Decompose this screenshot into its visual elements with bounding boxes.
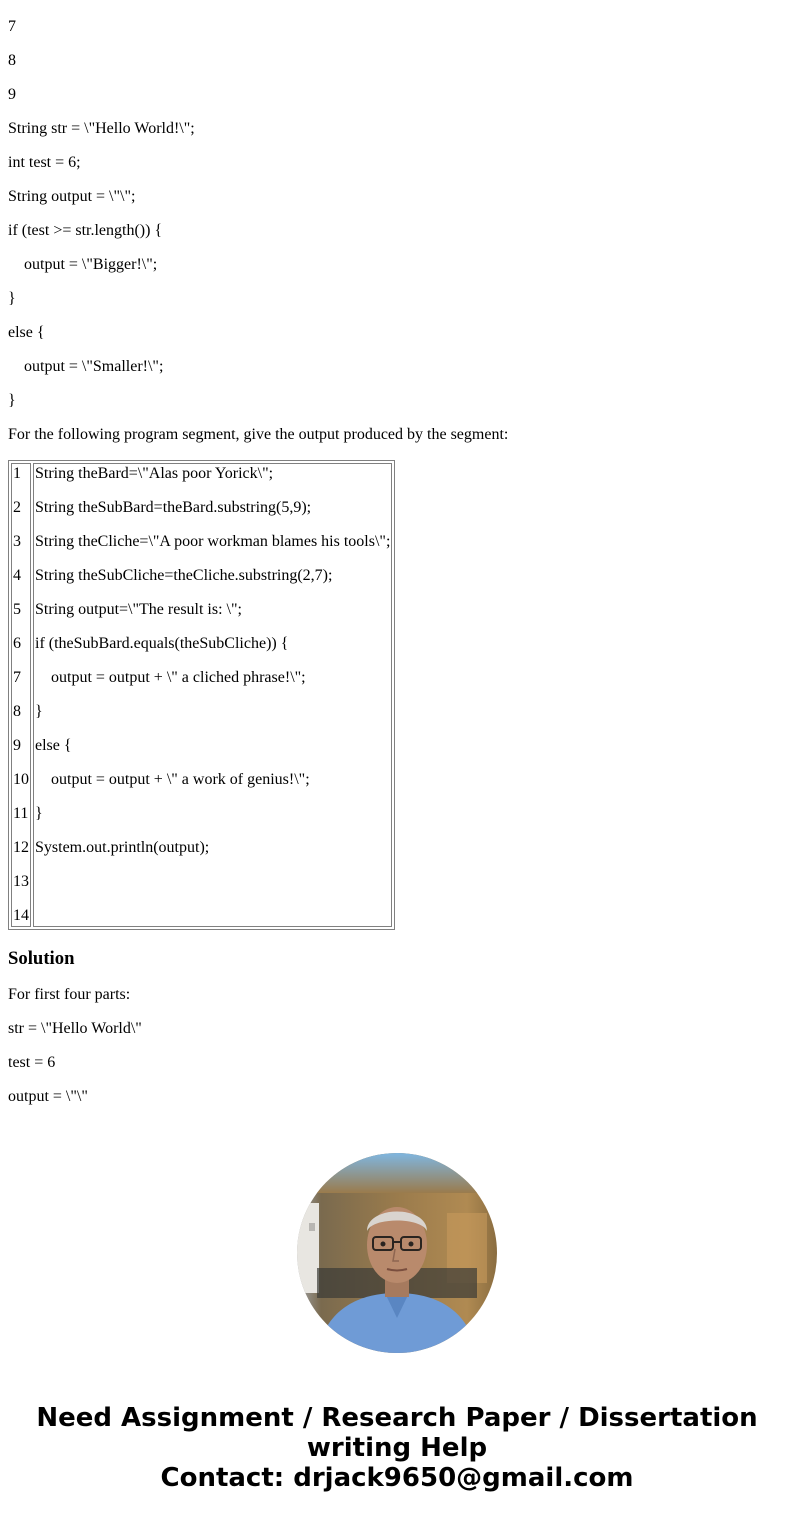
segment-table [8,460,395,930]
line-number: 10 [13,771,29,788]
segment-code-line: } [35,703,43,720]
segment-code-line: String output=\"The result is: \"; [35,601,242,618]
line-number: 6 [13,635,21,652]
code-block [8,120,788,410]
code-line: output = \"Smaller!\"; [8,358,164,375]
code-line: output = \"Bigger!\"; [8,256,158,273]
person-photo-icon [297,1153,497,1353]
code-line: String str = \"Hello World!\"; [8,120,195,137]
code-line: else { [8,324,45,341]
code-line: } [8,290,16,307]
question-text: For the following program segment, give the output produced by the segment: [8,426,509,443]
intro-line: 9 [8,86,16,103]
cta-line-2: writing Help [306,1433,488,1463]
segment-code-line: if (theSubBard.equals(theSubCliche)) { [35,635,289,652]
solution-heading: Solution [8,948,75,969]
line-number: 3 [13,533,21,550]
line-number: 7 [13,669,21,686]
segment-code-line: String theSubCliche=theCliche.substring(2,7); [35,567,333,584]
segment-code-line: output = output + \" a work of genius!\"; [35,771,310,788]
line-number: 13 [13,873,29,890]
segment-code-line: else { [35,737,72,754]
intro-line [8,0,788,2]
intro-numbers [8,0,788,104]
code-line: } [8,392,16,409]
line-number: 9 [13,737,21,754]
line-number: 4 [13,567,21,584]
solution-body [8,986,788,1106]
segment-code-line [35,907,390,925]
contact-banner [0,1403,794,1493]
intro-line: 7 [8,18,16,35]
line-number: 5 [13,601,21,618]
intro-line: 8 [8,52,16,69]
document-body [8,0,788,1122]
segment-code-line: output = output + \" a cliched phrase!\"; [35,669,306,686]
line-number: 14 [13,907,29,924]
solution-line: For first four parts: [8,986,131,1003]
line-number: 12 [13,839,29,856]
line-number: 1 [13,465,21,482]
segment-code-line: System.out.println(output); [35,839,210,856]
segment-code-line [35,873,390,891]
code-line: String output = \"\"; [8,188,136,205]
cta-contact-email: Contact: drjack9650@gmail.com [160,1463,634,1493]
segment-code-line: String theBard=\"Alas poor Yorick\"; [35,465,274,482]
line-number: 11 [13,805,29,822]
line-number: 2 [13,499,21,516]
segment-code-line: } [35,805,43,822]
line-number-column [11,463,31,927]
solution-line: output = \"\" [8,1088,88,1105]
code-line: int test = 6; [8,154,81,171]
code-line: if (test >= str.length()) { [8,222,163,239]
solution-line: str = \"Hello World\" [8,1020,142,1037]
solution-line: test = 6 [8,1054,56,1071]
cta-line-1: Need Assignment / Research Paper / Dissertation [36,1403,758,1433]
line-number: 8 [13,703,21,720]
author-avatar [297,1153,497,1353]
segment-code-line: String theCliche=\"A poor workman blames his tools\"; [35,533,391,550]
segment-code-column [33,463,392,927]
segment-code-line: String theSubBard=theBard.substring(5,9); [35,499,312,516]
